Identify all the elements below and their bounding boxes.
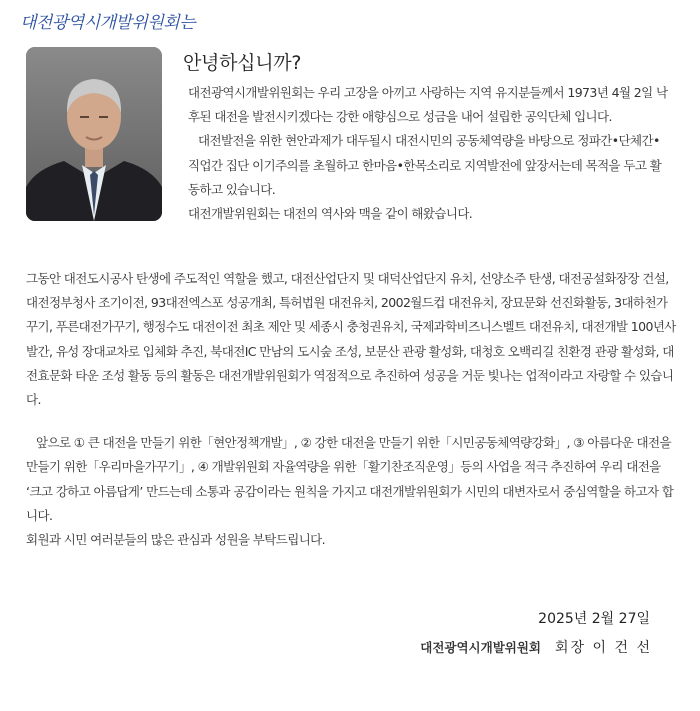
portrait-image [26, 47, 162, 221]
greeting-heading: 안녕하십니까? [183, 52, 302, 74]
page-title: 대전광역시개발위원회는 [20, 13, 196, 33]
intro-section [188, 81, 668, 226]
signature-name: 회장 이 건 선 [555, 640, 652, 656]
letter-date: 2025년 2월 27일 [538, 611, 650, 627]
intro-paragraph: 대전광역시개발위원회는 우리 고장을 아끼고 사랑하는 지역 유지분들께서 1973년 4월 2일 낙후된 대전을 발전시키겠다는 강한 애향심으로 성금을 내어 설립한 공익단체 입니다. [188, 85, 668, 125]
intro-paragraph: 대전발전을 위한 현안과제가 대두될시 대전시민의 공동체역량을 바탕으로 정파간•단체간•직업간 집단 이기주의를 초월하고 한마음•한목소리로 지역발전에 앞장서는데 목적을 두고 활동하고 있습니다. [188, 133, 662, 197]
chairman-portrait [26, 47, 162, 221]
signature-organization: 대전광역시개발위원회 [420, 640, 542, 655]
future-plans-paragraph: 앞으로 ① 큰 대전을 만들기 위한「현안정책개발」, ② 강한 대전을 만들기 위한「시민공동체역량강화」, ③ 아름다운 대전을 만들기 위한「우리마을가꾸기」, ④ 개발위원회 자율역량을 위한「활기찬조직운영」등의 사업을 적극 추진하여 우리 대전을 ‘크고 강하고 아름답게’ 만드는데 소통과 공감이라는 원칙을 가지고 대전개발위원회가 시민의 대변자로서 중심역할을 하고자 합니다. [26, 435, 674, 523]
achievements-paragraph: 그동안 대전도시공사 탄생에 주도적인 역할을 했고, 대전산업단지 및 대덕산업단지 유치, 선양소주 탄생, 대전공설화장장 건설, 대전정부청사 조기이전, 93대전엑스포 성공개최, 특허법원 대전유치, 2002월드컵 대전유치, 장묘문화 선진화활동, 3대하천가꾸기, 푸른대전가꾸기, 행정수도 대전이전 최초 제안 및 세종시 충청권유치, 국제과학비즈니스벨트 대전유치, 대전개발 100년사 발간, 유성 장대교차로 입체화 추진, 북대전IC 만남의 도시숲 조성, 보문산 관광 활성화, 대청호 오백리길 친환경 관광 활성화, 대전효문화 타운 조성 활동 등의 활동은 대전개발위원회가 역점적으로 추진하여 성공을 거둔 빛나는 업적이라고 자랑할 수 있습니다. [26, 271, 676, 408]
main-body [26, 267, 676, 552]
signature-block [420, 637, 652, 657]
intro-paragraph: 대전개발위원회는 대전의 역사와 맥을 같이 해왔습니다. [188, 206, 473, 222]
closing-paragraph: 회원과 시민 여러분들의 많은 관심과 성원을 부탁드립니다. [26, 532, 326, 548]
